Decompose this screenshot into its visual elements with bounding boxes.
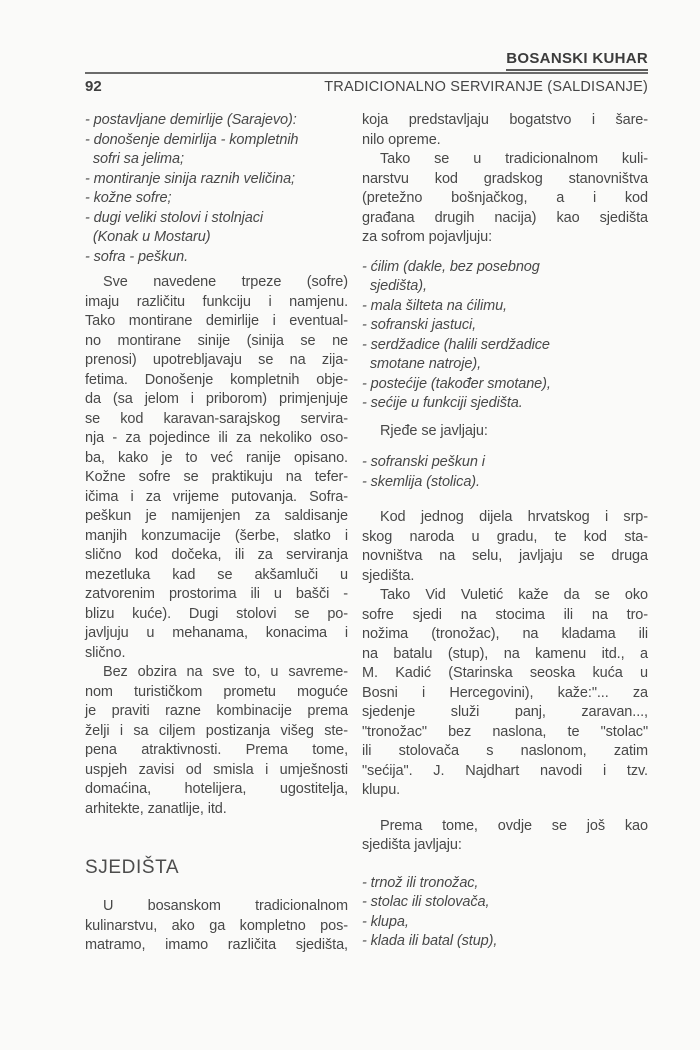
text-line: - dugi veliki stolovi i stolnjaci <box>85 209 264 226</box>
text-line: uspjeh zavisi od smisla i umješnosti <box>85 761 348 778</box>
text-line: M. Kadić (Starinska seoska kuća u <box>362 665 648 681</box>
text-line: (Konak u Mostaru) <box>85 229 211 245</box>
text-line: mezetluka kad se akšamluči u <box>85 566 348 583</box>
text-line: - kožne sofre; <box>85 190 172 206</box>
text-line: - sećije u funkciji sjedišta. <box>362 395 523 411</box>
text-line: "tronožac" bez naslona, te "stolac" <box>362 723 648 740</box>
text-line: Sve navedene trpeze (sofre) <box>103 274 348 290</box>
text-line: da (sa jelom i priborom) primjenjuje <box>85 391 348 407</box>
text-line: na batalu (stup), na kamenu itd., a <box>362 645 648 662</box>
text-line: nilo opreme. <box>362 131 441 148</box>
text-line: - klada ili batal (stup), <box>362 933 498 949</box>
serving-methods-list <box>85 111 348 267</box>
text-line: - ćilim (dakle, bez posebnog <box>362 258 540 275</box>
text-line: blizu kuće). Dugi stolovi se po- <box>85 605 348 622</box>
paragraph-oprema <box>362 111 648 150</box>
text-line: se kod karavan-sarajskog servira- <box>85 410 348 427</box>
book-title-row <box>85 50 648 71</box>
text-line: ba, kako je to već ranije opisano. <box>85 449 348 466</box>
text-line: (pretežno bošnjačkog, a i kod <box>362 190 648 206</box>
page-number: 92 <box>85 78 102 95</box>
paragraph-tourism <box>85 663 348 819</box>
text-line: koja predstavljaju bogatstvo i šare- <box>362 112 648 128</box>
text-line: novništva na selu, javljaju se druga <box>362 548 648 564</box>
text-line: zatvorenim prostorima ili u bašči - <box>85 586 348 602</box>
text-line: želji i sa ciljem postizanja višeg ste- <box>85 722 348 739</box>
left-column <box>85 111 348 956</box>
text-line: domaćina, hotelijera, ugostitelja, <box>85 781 348 797</box>
other-seats-list <box>362 874 648 952</box>
text-line: pena atraktivnosti. Prema tome, <box>85 742 348 758</box>
text-line: - klupa, <box>362 913 409 930</box>
text-line: sjedenje služi panj, zaravan..., <box>362 704 648 720</box>
text-line: - skemlija (stolica). <box>362 473 480 490</box>
text-line: matramo, imamo različita sjedišta, <box>85 937 348 953</box>
section-heading-sjedista: SJEDIŠTA <box>85 857 180 878</box>
text-line: sjedišta javljaju: <box>362 837 462 853</box>
text-line: nožima (tronožac), na kladama ili <box>362 626 648 642</box>
paragraph-prema-tome <box>362 817 648 856</box>
text-line: ili stolovača s naslonom, zatim <box>362 743 648 759</box>
paragraph-gradsko-stanovnistvo <box>362 150 648 248</box>
text-line: - donošenje demirlija - kompletnih <box>85 131 299 148</box>
text-line: - sofranski jastuci, <box>362 317 477 333</box>
text-line: fetima. Donošenje kompletnih obje- <box>85 371 348 388</box>
text-line: slično. <box>85 644 126 661</box>
chapter-title: TRADICIONALNO SERVIRANJE (SALDISANJE) <box>324 79 648 95</box>
text-line: U bosanskom tradicionalnom <box>103 898 348 914</box>
text-line: slično kod dočeka, ili za serviranja <box>85 547 348 563</box>
seats-list <box>362 258 648 414</box>
text-line: klupu. <box>362 782 401 798</box>
paragraph-vuletic-kadic <box>362 586 648 801</box>
text-line: Bosni i Hercegovini), kaže:"... za <box>362 684 648 701</box>
text-line: je praviti razne kombinacije prema <box>85 703 348 719</box>
text-line: Kod jednog dijela hrvatskog i srp- <box>380 509 648 525</box>
rare-seats-list <box>362 453 648 492</box>
text-line: narstvu kod gradskog stanovništva <box>362 170 648 187</box>
text-line: Kožne sofre se praktikuju na tefer- <box>85 469 348 485</box>
text-line: sofre sjedi na stocima ili na tro- <box>362 606 648 623</box>
text-line: "sećija". J. Najdhart navodi i tzv. <box>362 762 648 779</box>
text-line: skog naroda u gradu, te kod sta- <box>362 528 648 545</box>
text-line: - sofranski peškun i <box>362 454 485 470</box>
text-line: no montirane sinije (sinija se ne <box>85 332 348 349</box>
text-line: - montiranje sinija raznih veličina; <box>85 170 295 187</box>
paragraph-rjedje <box>362 422 648 442</box>
text-line: javljuju u mehanama, konacima i <box>85 625 348 641</box>
text-line: peškun je namijenjen za saldisanje <box>85 508 348 524</box>
text-line: kulinarstvu, ako ga kompletno pos- <box>85 917 348 934</box>
text-line: sofri sa jelima; <box>85 151 184 167</box>
text-line: Rjeđe se javljaju: <box>380 422 488 439</box>
text-line: ičima i za vrijeme putovanja. Sofra- <box>85 488 348 505</box>
text-line: smotane natroje), <box>362 356 481 372</box>
text-line: sjedišta. <box>362 567 415 584</box>
text-line: Prema tome, ovdje se još kao <box>380 817 648 834</box>
text-line: Bez obzira na sve to, u savreme- <box>103 664 348 680</box>
text-line: imaju različitu funkciju i namjenu. <box>85 293 348 310</box>
paragraph-selo <box>362 508 648 586</box>
text-line: - trnož ili tronožac, <box>362 874 479 891</box>
text-line: građana drugih nacija) kao sjedišta <box>362 209 648 226</box>
text-line: - serdžadice (halili serdžadice <box>362 336 550 353</box>
running-header <box>85 74 648 95</box>
text-line: nja - za pojedince ili za nekoliko oso- <box>85 430 348 446</box>
paragraph-sjedista-intro <box>85 897 348 956</box>
text-line: Tako montirane demirlije i eventual- <box>85 313 348 329</box>
text-line: sjedišta), <box>362 278 427 294</box>
page-header <box>85 50 648 95</box>
text-line: Tako Vid Vuletić kaže da se oko <box>380 587 648 603</box>
text-line: nom turističkom prometu moguće <box>85 683 348 700</box>
text-line: Tako se u tradicionalnom kuli- <box>380 151 648 167</box>
text-line: - sofra - peškun. <box>85 248 189 265</box>
text-line: manjih konzumacije (šerbe, slatko i <box>85 527 348 544</box>
paragraph-sofre-functions <box>85 273 348 663</box>
right-column <box>362 111 648 956</box>
text-line: - stolac ili stolovača, <box>362 894 490 910</box>
text-line: - postećije (također smotane), <box>362 375 551 392</box>
text-line: - mala šilteta na ćilimu, <box>362 297 507 314</box>
text-line: za sofrom pojavljuju: <box>362 229 493 245</box>
text-line: - postavljane demirlije (Sarajevo): <box>85 112 297 128</box>
text-line: arhitekte, zanatlije, itd. <box>85 800 227 817</box>
text-line: prenosi) upotrebljavaju se na zija- <box>85 352 348 368</box>
book-title: BOSANSKI KUHAR <box>506 50 648 71</box>
text-columns <box>85 111 648 956</box>
